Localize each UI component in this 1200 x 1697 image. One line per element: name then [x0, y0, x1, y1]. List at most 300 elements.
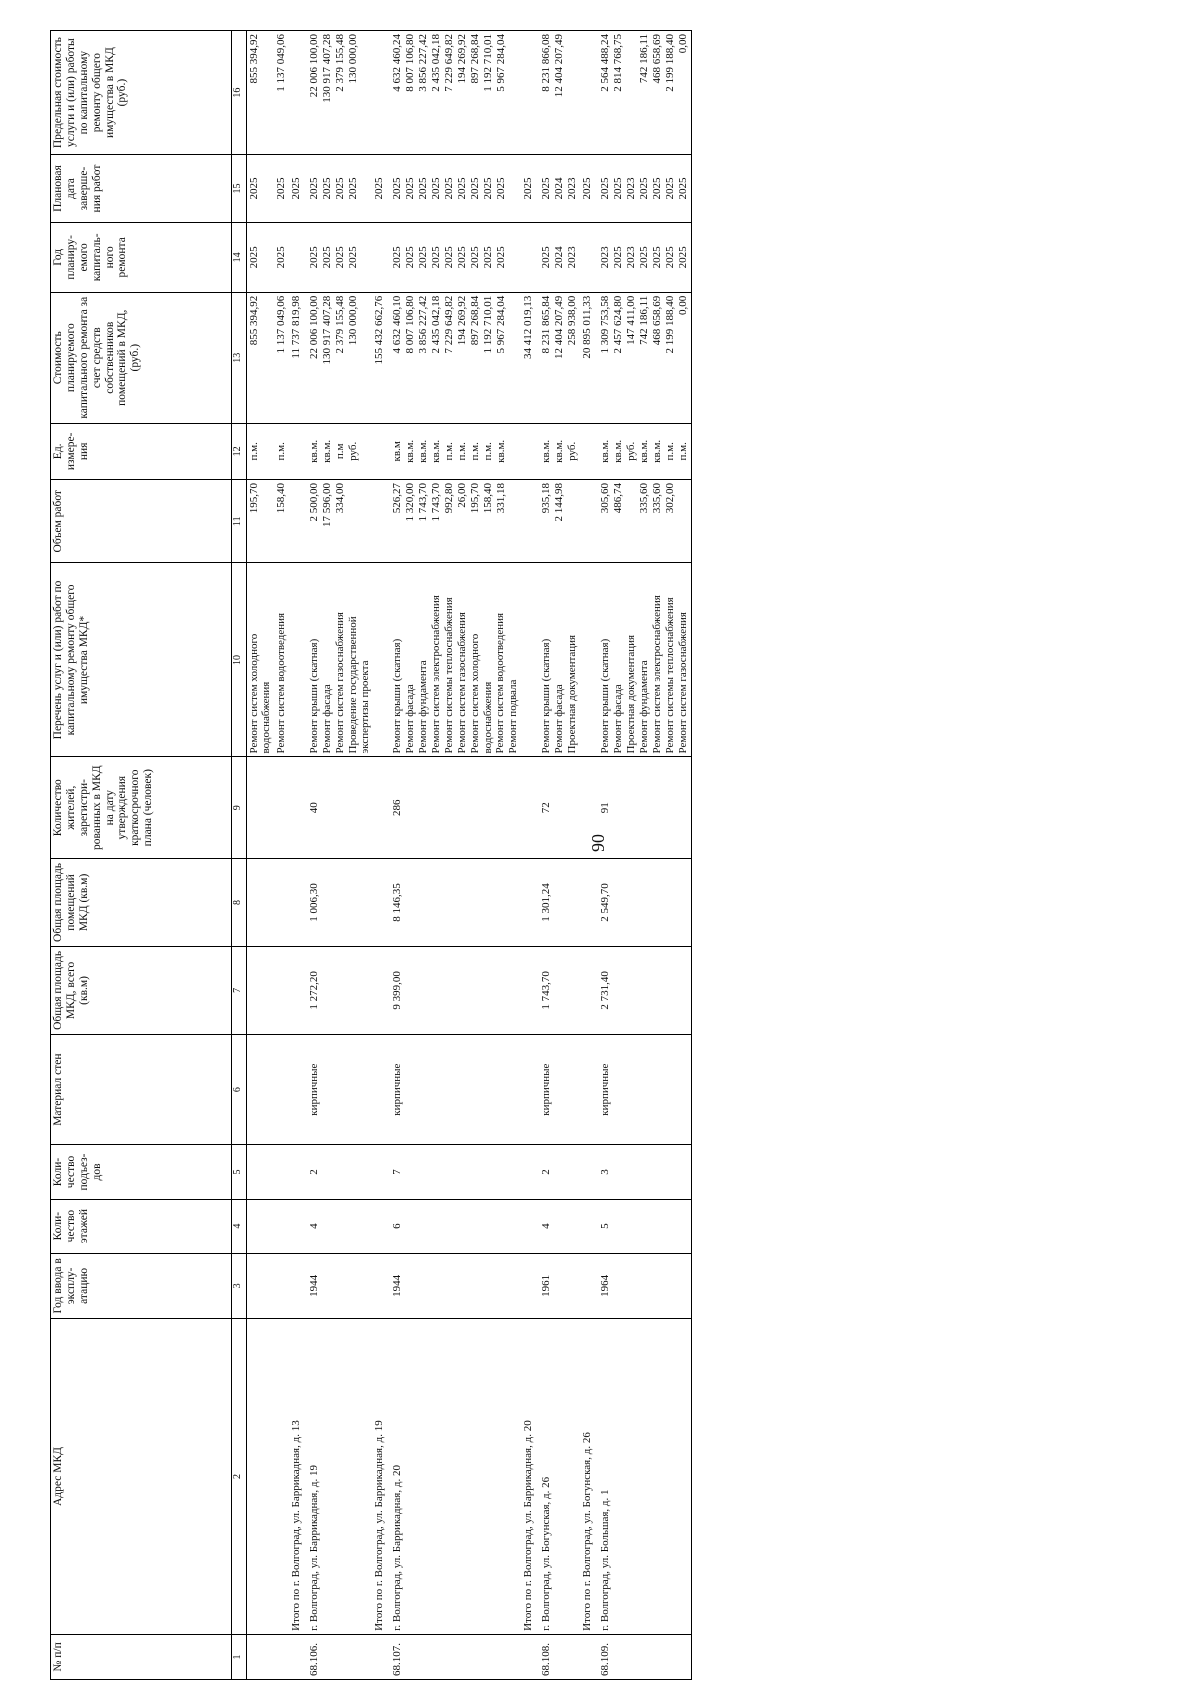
cell-volumes	[307, 480, 373, 563]
years-value: 2025	[333, 246, 346, 269]
years-value: 2025	[391, 246, 404, 269]
empty-cell	[372, 1634, 390, 1679]
units-value: кв.м.	[404, 439, 417, 463]
empty-cell	[247, 858, 274, 946]
costs-value: 742 186,11	[637, 295, 650, 345]
cell-limits	[539, 31, 580, 155]
empty-cell	[521, 1034, 539, 1145]
capital-repair-table-sheet	[50, 30, 1130, 1680]
empty-cell	[289, 31, 307, 155]
years-value: 2025	[307, 246, 320, 269]
works-value: Ремонт крыши (скатная)	[539, 638, 552, 754]
units-value: кв.м.	[611, 439, 624, 463]
wall-material: кирпичные	[598, 1034, 692, 1145]
cell-costs	[247, 292, 274, 423]
dates-value: 2025	[611, 177, 624, 200]
cell-units	[539, 423, 580, 479]
empty-cell	[580, 1634, 598, 1679]
years-value: 2025	[495, 246, 508, 269]
volumes-value: 158,40	[482, 483, 495, 514]
limits-value: 7 229 649,82	[443, 34, 456, 92]
dates-value: 2025	[430, 177, 443, 200]
row-number: 68.109.	[598, 1634, 692, 1679]
empty-cell	[372, 1253, 390, 1318]
costs-value: 2 379 155,48	[333, 295, 346, 354]
column-header: № п/п	[51, 1634, 232, 1679]
units-value: п.м.	[274, 442, 287, 461]
empty-cell	[372, 1145, 390, 1199]
work-row	[274, 31, 289, 1680]
limits-value: 4 632 460,24	[391, 34, 404, 92]
wall-material: кирпичные	[390, 1034, 521, 1145]
cell-dates	[274, 155, 289, 223]
cell-units	[390, 423, 521, 479]
costs-value: 7 229 649,82	[443, 295, 456, 354]
dates-value: 2025	[539, 177, 552, 200]
dates-value: 2025	[333, 177, 346, 200]
building-address: г. Волгоград, ул. Большая, д. 1	[598, 1319, 692, 1635]
costs-value: 12 404 207,49	[552, 295, 565, 360]
works-value: Ремонт систем холодного водоснабжения	[248, 633, 273, 754]
units-value: п.м.	[469, 442, 482, 461]
dates-value: 2023	[624, 177, 637, 200]
cell-limits	[307, 31, 373, 155]
cell-units	[307, 423, 373, 479]
units-value: кв.м.	[539, 439, 552, 463]
empty-cell	[247, 1634, 274, 1679]
units-value: руб.	[565, 441, 578, 461]
empty-cell	[521, 31, 539, 155]
costs-value: 1 137 049,06	[274, 295, 287, 354]
empty-cell	[274, 1634, 289, 1679]
year-built: 1961	[539, 1253, 580, 1318]
years-value: 2025	[482, 246, 495, 269]
premises-area: 8 146,35	[390, 858, 521, 946]
entrances: 2	[539, 1145, 580, 1199]
year-built: 1964	[598, 1253, 692, 1318]
building-address: г. Волгоград, ул. Баррикадная, д. 20	[390, 1319, 521, 1635]
volumes-value	[566, 483, 579, 559]
empty-cell	[580, 423, 598, 479]
costs-value: 5 967 284,04	[495, 295, 508, 354]
empty-cell	[274, 1253, 289, 1318]
empty-cell	[521, 563, 539, 757]
cell-limits	[390, 31, 521, 155]
column-header: Количество жителей, зарегистри-рованных в МКД на дату утверждения краткосрочного плана (человек)	[51, 757, 232, 859]
volumes-value: 1 743,70	[430, 483, 443, 522]
volumes-value: 17 596,00	[320, 483, 333, 528]
cell-costs	[598, 292, 692, 423]
volumes-value	[677, 483, 690, 559]
cell-dates	[539, 155, 580, 223]
residents: 40	[307, 757, 373, 859]
volumes-value: 334,00	[333, 483, 346, 514]
volumes-value: 335,60	[637, 483, 650, 514]
units-value: кв.м.	[430, 439, 443, 463]
costs-value: 194 269,92	[456, 295, 469, 346]
dates-value: 2025	[495, 177, 508, 200]
costs-value: 130 917 407,28	[320, 295, 333, 365]
units-value: кв.м.	[307, 439, 320, 463]
volumes-value: 26,00	[456, 483, 469, 508]
dates-value: 2025	[469, 177, 482, 200]
cell-years	[274, 222, 289, 292]
empty-cell	[247, 946, 274, 1034]
empty-cell	[372, 757, 390, 859]
cell-works	[247, 563, 274, 757]
units-value: кв.м.	[320, 439, 333, 463]
cell-limits	[598, 31, 692, 155]
dates-value: 2024	[552, 177, 565, 200]
limits-value: 22 006 100,00	[307, 34, 320, 98]
dates-value: 2025	[482, 177, 495, 200]
dates-value: 2025	[274, 177, 287, 200]
units-value: п.м.	[248, 442, 260, 461]
volumes-value: 992,80	[443, 483, 456, 514]
empty-cell	[289, 858, 307, 946]
empty-cell	[521, 858, 539, 946]
empty-cell	[247, 1319, 274, 1635]
cell-works	[539, 563, 580, 757]
floors: 4	[539, 1199, 580, 1253]
dates-value: 2025	[456, 177, 469, 200]
column-header: Общая площадь МКД, всего (кв.м)	[51, 946, 232, 1034]
years-value: 2025	[443, 246, 456, 269]
works-value: Ремонт систем газоснабжения	[333, 612, 346, 754]
empty-cell	[372, 222, 390, 292]
building-row	[539, 31, 580, 1680]
wall-material: кирпичные	[307, 1034, 373, 1145]
works-value: Ремонт системы теплоснабжения	[663, 597, 676, 754]
dates-value: 2025	[417, 177, 430, 200]
units-value: п.м.	[482, 442, 495, 461]
year-built: 1944	[390, 1253, 521, 1318]
dates-value: 2025	[650, 177, 663, 200]
units-value: кв.м.	[417, 439, 430, 463]
dates-value: 2025	[676, 177, 689, 200]
years-value: 2023	[624, 246, 637, 269]
costs-value: 897 268,84	[469, 295, 482, 346]
cell-units	[247, 423, 274, 479]
volumes-value: 2 144,98	[552, 483, 565, 522]
costs-value: 8 231 865,84	[539, 295, 552, 354]
units-value: п.м.	[663, 442, 676, 461]
total-label: Итого по г. Волгоград, ул. Богунская, д. 26	[580, 1319, 598, 1635]
column-header: Ед. измере-ния	[51, 423, 232, 479]
years-value: 2023	[565, 246, 578, 269]
empty-cell	[289, 222, 307, 292]
years-value: 2025	[456, 246, 469, 269]
capital-repair-table	[50, 30, 692, 1680]
volumes-value	[347, 483, 360, 559]
floors: 5	[598, 1199, 692, 1253]
total-area: 9 399,00	[390, 946, 521, 1034]
costs-value: 468 658,69	[650, 295, 663, 346]
limits-value: 0,00	[676, 34, 689, 54]
empty-cell	[372, 1199, 390, 1253]
works-value: Ремонт систем водоотведения	[274, 612, 287, 754]
total-cost: 11 737 819,98	[289, 292, 307, 423]
column-number: 7	[232, 946, 247, 1034]
column-header: Стоимость планируемого капитального ремонта за счет средств собственников помещений в МКД, (руб.)	[51, 292, 232, 423]
column-number: 9	[232, 757, 247, 859]
limits-value: 130 917 407,28	[320, 34, 333, 103]
total-row	[289, 31, 307, 1680]
empty-cell	[247, 1145, 274, 1199]
volumes-value: 335,60	[650, 483, 663, 514]
residents: 286	[390, 757, 521, 859]
entrances: 7	[390, 1145, 521, 1199]
years-value: 2025	[637, 246, 650, 269]
column-number: 13	[232, 292, 247, 423]
cell-works	[274, 563, 289, 757]
empty-cell	[580, 1034, 598, 1145]
empty-cell	[289, 423, 307, 479]
column-header: Перечень услуг и (или) работ по капитальному ремонту общего имущества МКД*	[51, 563, 232, 757]
total-label: Итого по г. Волгоград, ул. Баррикадная, д. 19	[372, 1319, 390, 1635]
total-cost: 155 432 662,76	[372, 292, 390, 423]
years-value: 2025	[320, 246, 333, 269]
empty-cell	[521, 1199, 539, 1253]
works-value: Проектная документация	[565, 634, 578, 754]
empty-cell	[372, 946, 390, 1034]
costs-value: 855 394,92	[248, 295, 260, 346]
works-value: Ремонт фасада	[320, 684, 333, 754]
limits-value: 855 394,92	[248, 34, 260, 84]
column-number: 11	[232, 480, 247, 563]
premises-area: 1 006,30	[307, 858, 373, 946]
cell-years	[247, 222, 274, 292]
works-value: Проектная документация	[624, 634, 637, 754]
column-header: Плановая дата заверше-ния работ	[51, 155, 232, 223]
volumes-value: 486,74	[611, 483, 624, 514]
works-value: Ремонт систем холодного водоснабжения	[469, 633, 494, 754]
works-value: Ремонт систем электроснабжения	[430, 595, 443, 754]
cell-dates	[598, 155, 692, 223]
limits-value: 130 000,00	[346, 34, 359, 84]
empty-cell	[521, 480, 539, 563]
column-number: 6	[232, 1034, 247, 1145]
cell-dates	[307, 155, 373, 223]
column-header: Предельная стоимость услуги и (или) работы по капитальному ремонту общего имущества в МКД (руб.)	[51, 31, 232, 155]
limits-value: 2 199 188,40	[663, 34, 676, 92]
costs-value: 147 411,00	[624, 295, 637, 345]
years-value: 2024	[552, 246, 565, 269]
limits-value: 5 967 284,04	[495, 34, 508, 92]
row-number: 68.107.	[390, 1634, 521, 1679]
empty-cell	[372, 480, 390, 563]
cell-years	[598, 222, 692, 292]
costs-value: 22 006 100,00	[307, 295, 320, 360]
column-header: Объем работ	[51, 480, 232, 563]
years-value: 2025	[346, 246, 359, 269]
empty-cell	[289, 1145, 307, 1199]
limits-value: 1 137 049,06	[274, 34, 287, 92]
column-header: Коли-чество этажей	[51, 1199, 232, 1253]
empty-cell	[247, 1253, 274, 1318]
column-header: Коли-чество подъез-дов	[51, 1145, 232, 1199]
costs-value: 2 457 624,80	[611, 295, 624, 354]
cell-years	[307, 222, 373, 292]
cell-years	[539, 222, 580, 292]
empty-cell	[289, 480, 307, 563]
empty-cell	[247, 1199, 274, 1253]
volumes-value: 305,60	[598, 483, 611, 514]
column-header: Год ввода в эксплу-атацию	[51, 1253, 232, 1318]
column-header: Общая площадь помещений МКД (кв.м)	[51, 858, 232, 946]
empty-cell	[274, 1319, 289, 1635]
units-value: кв.м.	[598, 439, 611, 463]
years-value: 2023	[598, 246, 611, 269]
empty-cell	[372, 858, 390, 946]
cell-works	[598, 563, 692, 757]
cell-volumes	[247, 480, 274, 563]
limits-value: 12 404 207,49	[552, 34, 565, 98]
cell-works	[307, 563, 373, 757]
volumes-value: 158,40	[274, 483, 287, 514]
column-number: 4	[232, 1199, 247, 1253]
limits-value: 2 814 768,75	[611, 34, 624, 92]
years-value: 2025	[404, 246, 417, 269]
empty-cell	[580, 757, 598, 859]
work-row	[247, 31, 274, 1680]
years-value: 2025	[417, 246, 430, 269]
dates-value: 2025	[443, 177, 456, 200]
wall-material: кирпичные	[539, 1034, 580, 1145]
years-value: 2025	[663, 246, 676, 269]
limits-value: 3 856 227,42	[417, 34, 430, 92]
units-value: руб.	[346, 441, 359, 461]
dates-value: 2025	[637, 177, 650, 200]
column-number: 1	[232, 1634, 247, 1679]
units-value: кв.м.	[552, 439, 565, 463]
residents: 72	[539, 757, 580, 859]
empty-cell	[289, 1253, 307, 1318]
years-value: 2025	[248, 246, 260, 269]
limits-value: 742 186,11	[637, 34, 650, 84]
empty-cell	[521, 1253, 539, 1318]
costs-value: 258 938,00	[565, 295, 578, 346]
column-header: Адрес МКД	[51, 1319, 232, 1635]
premises-area: 2 549,70	[598, 858, 692, 946]
units-value: п.м	[333, 443, 346, 460]
volumes-value: 1 320,00	[404, 483, 417, 522]
dates-value: 2023	[565, 177, 578, 200]
empty-cell	[289, 563, 307, 757]
limits-value: 8 007 106,80	[404, 34, 417, 92]
entrances: 3	[598, 1145, 692, 1199]
total-label: Итого по г. Волгоград, ул. Баррикадная, д. 20	[521, 1319, 539, 1635]
total-cost: 34 412 019,13	[521, 292, 539, 423]
total-date: 2025	[580, 155, 598, 223]
building-row	[307, 31, 373, 1680]
dates-value: 2025	[320, 177, 333, 200]
empty-cell	[274, 1199, 289, 1253]
total-row	[372, 31, 390, 1680]
dates-value: 2025	[663, 177, 676, 200]
column-number: 8	[232, 858, 247, 946]
years-value: 2025	[274, 246, 287, 269]
empty-cell	[521, 1145, 539, 1199]
column-number: 2	[232, 1319, 247, 1635]
year-built: 1944	[307, 1253, 373, 1318]
limits-value: 2 435 042,18	[430, 34, 443, 92]
column-number: 12	[232, 423, 247, 479]
total-row	[580, 31, 598, 1680]
dates-value: 2025	[307, 177, 320, 200]
empty-cell	[521, 423, 539, 479]
empty-cell	[580, 1145, 598, 1199]
limits-value: 897 268,84	[469, 34, 482, 84]
premises-area: 1 301,24	[539, 858, 580, 946]
works-value: Ремонт систем газоснабжения	[676, 612, 689, 754]
volumes-value: 2 500,00	[307, 483, 320, 522]
row-number: 68.108.	[539, 1634, 580, 1679]
costs-value: 1 192 710,01	[482, 295, 495, 354]
limits-value: 2 379 155,48	[333, 34, 346, 92]
cell-limits	[274, 31, 289, 155]
cell-units	[598, 423, 692, 479]
building-address: г. Волгоград, ул. Баррикадная, д. 19	[307, 1319, 373, 1635]
volumes-value: 195,70	[248, 483, 260, 514]
empty-cell	[274, 1145, 289, 1199]
cell-volumes	[539, 480, 580, 563]
volumes-value: 935,18	[539, 483, 552, 514]
total-area: 1 272,20	[307, 946, 373, 1034]
empty-cell	[580, 563, 598, 757]
row-number: 68.106.	[307, 1634, 373, 1679]
column-number: 16	[232, 31, 247, 155]
dates-value: 2025	[391, 177, 404, 200]
empty-cell	[372, 423, 390, 479]
costs-value: 2 199 188,40	[663, 295, 676, 354]
column-number: 10	[232, 563, 247, 757]
cell-years	[390, 222, 521, 292]
costs-value: 0,00	[676, 295, 689, 316]
building-row	[598, 31, 692, 1680]
works-value: Ремонт систем электроснабжения	[650, 595, 663, 754]
column-number: 5	[232, 1145, 247, 1199]
empty-cell	[521, 757, 539, 859]
works-value: Ремонт фасада	[611, 684, 624, 754]
limits-value: 194 269,92	[456, 34, 469, 84]
dates-value: 2025	[598, 177, 611, 200]
costs-value: 130 000,00	[346, 295, 359, 346]
volumes-value: 526,27	[391, 483, 404, 514]
column-number-row	[232, 31, 247, 1680]
total-area: 1 743,70	[539, 946, 580, 1034]
costs-value: 3 856 227,42	[417, 295, 430, 354]
years-value: 2025	[611, 246, 624, 269]
empty-cell	[289, 1034, 307, 1145]
building-row	[390, 31, 521, 1680]
empty-cell	[580, 480, 598, 563]
header-row	[51, 31, 232, 1680]
dates-value: 2025	[404, 177, 417, 200]
floors: 4	[307, 1199, 373, 1253]
cell-dates	[390, 155, 521, 223]
building-address: г. Волгоград, ул. Богунская, д. 26	[539, 1319, 580, 1635]
works-value: Ремонт крыши (скатная)	[391, 638, 404, 754]
years-value: 2025	[539, 246, 552, 269]
empty-cell	[580, 1253, 598, 1318]
units-value: п.м.	[443, 442, 456, 461]
units-value: п.м.	[456, 442, 469, 461]
costs-value: 8 007 106,80	[404, 295, 417, 354]
works-value: Ремонт фундамента	[417, 660, 430, 754]
costs-value: 4 632 460,10	[391, 295, 404, 354]
column-header: Материал стен	[51, 1034, 232, 1145]
